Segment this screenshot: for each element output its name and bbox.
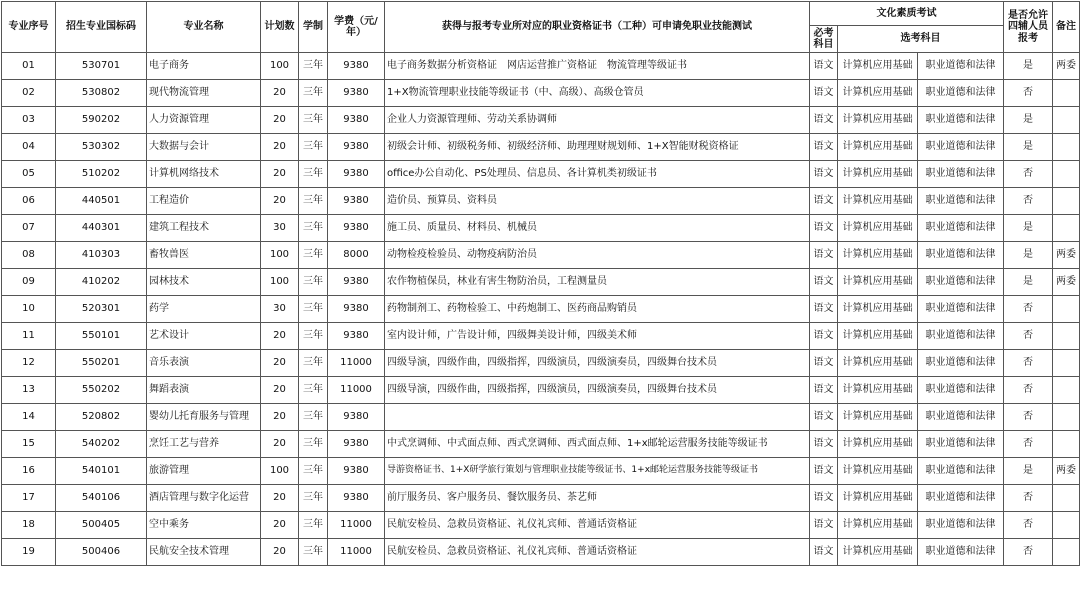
cell-remark	[1053, 404, 1080, 431]
cell-required: 语文	[810, 80, 838, 107]
cell-seq: 03	[2, 107, 56, 134]
cell-plan: 20	[261, 539, 299, 566]
table-row	[2, 296, 1080, 323]
cell-required: 语文	[810, 296, 838, 323]
cell-elective-2: 职业道德和法律	[918, 431, 1004, 458]
cell-remark	[1053, 512, 1080, 539]
cell-remark	[1053, 107, 1080, 134]
cell-required: 语文	[810, 188, 838, 215]
cell-cert: 药物制剂工、药物检验工、中药炮制工、医药商品购销员	[385, 296, 810, 323]
cell-seq: 05	[2, 161, 56, 188]
cell-name: 民航安全技术管理	[147, 539, 261, 566]
cell-plan: 20	[261, 80, 299, 107]
cell-name: 舞蹈表演	[147, 377, 261, 404]
cell-required: 语文	[810, 161, 838, 188]
table-row	[2, 512, 1080, 539]
cell-required: 语文	[810, 539, 838, 566]
cell-elective-2: 职业道德和法律	[918, 485, 1004, 512]
table-body	[2, 53, 1080, 566]
cell-remark	[1053, 485, 1080, 512]
cell-plan: 20	[261, 485, 299, 512]
table-row	[2, 53, 1080, 80]
cell-remark: 两委	[1053, 53, 1080, 80]
cell-plan: 20	[261, 512, 299, 539]
cell-seq: 12	[2, 350, 56, 377]
cell-elective-2: 职业道德和法律	[918, 539, 1004, 566]
cell-duration: 三年	[299, 539, 328, 566]
cell-name: 畜牧兽医	[147, 242, 261, 269]
cell-name: 园林技术	[147, 269, 261, 296]
cell-cert: 前厅服务员、客户服务员、餐饮服务员、茶艺师	[385, 485, 810, 512]
cell-seq: 09	[2, 269, 56, 296]
table-row	[2, 377, 1080, 404]
cell-elective-1: 计算机应用基础	[838, 134, 918, 161]
cell-seq: 14	[2, 404, 56, 431]
cell-code: 520802	[56, 404, 147, 431]
cell-name: 艺术设计	[147, 323, 261, 350]
cell-remark	[1053, 188, 1080, 215]
cell-name: 音乐表演	[147, 350, 261, 377]
cell-allow: 否	[1004, 80, 1053, 107]
cell-fee: 9380	[328, 188, 385, 215]
cell-code: 510202	[56, 161, 147, 188]
cell-remark	[1053, 215, 1080, 242]
cell-cert: 造价员、预算员、资料员	[385, 188, 810, 215]
cell-fee: 9380	[328, 323, 385, 350]
cell-duration: 三年	[299, 188, 328, 215]
header-plan: 计划数	[261, 2, 299, 53]
cell-code: 440301	[56, 215, 147, 242]
cell-plan: 20	[261, 188, 299, 215]
cell-code: 410202	[56, 269, 147, 296]
cell-plan: 100	[261, 458, 299, 485]
cell-cert: 四级导演，四级作曲，四级指挥，四级演员，四级演奏员，四级舞台技术员	[385, 350, 810, 377]
cell-duration: 三年	[299, 323, 328, 350]
cell-plan: 30	[261, 296, 299, 323]
cell-seq: 01	[2, 53, 56, 80]
cell-fee: 9380	[328, 485, 385, 512]
table-row	[2, 80, 1080, 107]
cell-fee: 11000	[328, 512, 385, 539]
cell-remark	[1053, 134, 1080, 161]
cell-seq: 16	[2, 458, 56, 485]
cell-fee: 9380	[328, 458, 385, 485]
cell-allow: 否	[1004, 404, 1053, 431]
cell-cert: 室内设计师，广告设计师，四级舞美设计师，四级美术师	[385, 323, 810, 350]
table-row	[2, 269, 1080, 296]
cell-cert: 施工员、质量员、材料员、机械员	[385, 215, 810, 242]
cell-allow: 是	[1004, 458, 1053, 485]
cell-code: 590202	[56, 107, 147, 134]
cell-plan: 20	[261, 134, 299, 161]
cell-required: 语文	[810, 53, 838, 80]
cell-required: 语文	[810, 485, 838, 512]
cell-elective-1: 计算机应用基础	[838, 485, 918, 512]
cell-seq: 17	[2, 485, 56, 512]
cell-fee: 8000	[328, 242, 385, 269]
cell-duration: 三年	[299, 404, 328, 431]
table-row	[2, 215, 1080, 242]
cell-seq: 04	[2, 134, 56, 161]
cell-code: 540202	[56, 431, 147, 458]
cell-elective-2: 职业道德和法律	[918, 215, 1004, 242]
header-fee: 学费（元/年）	[328, 2, 385, 53]
cell-allow: 是	[1004, 215, 1053, 242]
cell-seq: 08	[2, 242, 56, 269]
header-remark: 备注	[1053, 2, 1080, 53]
cell-fee: 9380	[328, 107, 385, 134]
cell-seq: 11	[2, 323, 56, 350]
cell-code: 520301	[56, 296, 147, 323]
header-code: 招生专业国标码	[56, 2, 147, 53]
cell-name: 婴幼儿托育服务与管理	[147, 404, 261, 431]
table-row	[2, 188, 1080, 215]
cell-elective-2: 职业道德和法律	[918, 188, 1004, 215]
cell-seq: 18	[2, 512, 56, 539]
cell-cert: 四级导演，四级作曲，四级指挥，四级演员，四级演奏员，四级舞台技术员	[385, 377, 810, 404]
cell-duration: 三年	[299, 269, 328, 296]
cell-allow: 否	[1004, 296, 1053, 323]
cell-code: 530302	[56, 134, 147, 161]
cell-cert	[385, 404, 810, 431]
cell-plan: 20	[261, 161, 299, 188]
cell-elective-1: 计算机应用基础	[838, 404, 918, 431]
cell-required: 语文	[810, 215, 838, 242]
table-row	[2, 458, 1080, 485]
cell-cert: 1+X物流管理职业技能等级证书（中、高级）、高级仓管员	[385, 80, 810, 107]
cell-allow: 否	[1004, 188, 1053, 215]
table-row	[2, 161, 1080, 188]
cell-fee: 9380	[328, 269, 385, 296]
cell-name: 烹饪工艺与营养	[147, 431, 261, 458]
cell-code: 550201	[56, 350, 147, 377]
cell-elective-2: 职业道德和法律	[918, 242, 1004, 269]
cell-remark: 两委	[1053, 458, 1080, 485]
cell-elective-1: 计算机应用基础	[838, 53, 918, 80]
cell-fee: 9380	[328, 53, 385, 80]
cell-elective-1: 计算机应用基础	[838, 188, 918, 215]
cell-seq: 07	[2, 215, 56, 242]
cell-duration: 三年	[299, 350, 328, 377]
cell-name: 现代物流管理	[147, 80, 261, 107]
cell-fee: 11000	[328, 350, 385, 377]
table-row	[2, 107, 1080, 134]
cell-duration: 三年	[299, 107, 328, 134]
cell-elective-2: 职业道德和法律	[918, 53, 1004, 80]
cell-elective-1: 计算机应用基础	[838, 377, 918, 404]
cell-plan: 100	[261, 269, 299, 296]
cell-name: 电子商务	[147, 53, 261, 80]
cell-required: 语文	[810, 107, 838, 134]
header-allow: 是否允许四辅人员报考	[1004, 2, 1053, 53]
cell-elective-2: 职业道德和法律	[918, 107, 1004, 134]
cell-allow: 否	[1004, 512, 1053, 539]
cell-required: 语文	[810, 350, 838, 377]
cell-elective-1: 计算机应用基础	[838, 296, 918, 323]
cell-fee: 9380	[328, 431, 385, 458]
cell-allow: 否	[1004, 485, 1053, 512]
cell-plan: 20	[261, 350, 299, 377]
cell-elective-1: 计算机应用基础	[838, 242, 918, 269]
header-culture: 文化素质考试	[810, 2, 1004, 26]
cell-remark	[1053, 323, 1080, 350]
cell-allow: 否	[1004, 431, 1053, 458]
cell-duration: 三年	[299, 134, 328, 161]
cell-allow: 是	[1004, 134, 1053, 161]
cell-required: 语文	[810, 269, 838, 296]
cell-seq: 06	[2, 188, 56, 215]
cell-elective-2: 职业道德和法律	[918, 323, 1004, 350]
cell-fee: 9380	[328, 134, 385, 161]
cell-allow: 是	[1004, 242, 1053, 269]
cell-duration: 三年	[299, 431, 328, 458]
cell-allow: 是	[1004, 269, 1053, 296]
cell-plan: 20	[261, 107, 299, 134]
cell-seq: 19	[2, 539, 56, 566]
cell-allow: 否	[1004, 539, 1053, 566]
table-row	[2, 539, 1080, 566]
cell-required: 语文	[810, 377, 838, 404]
table-row	[2, 134, 1080, 161]
cell-code: 500406	[56, 539, 147, 566]
header-elective: 选考科目	[838, 26, 1004, 53]
cell-elective-2: 职业道德和法律	[918, 404, 1004, 431]
table-row	[2, 431, 1080, 458]
cell-elective-2: 职业道德和法律	[918, 350, 1004, 377]
cell-remark	[1053, 296, 1080, 323]
cell-duration: 三年	[299, 53, 328, 80]
cell-elective-2: 职业道德和法律	[918, 458, 1004, 485]
cell-duration: 三年	[299, 242, 328, 269]
cell-remark	[1053, 377, 1080, 404]
cell-allow: 否	[1004, 350, 1053, 377]
cell-fee: 11000	[328, 539, 385, 566]
cell-required: 语文	[810, 512, 838, 539]
cell-remark	[1053, 161, 1080, 188]
header-duration: 学制	[299, 2, 328, 53]
cell-code: 550202	[56, 377, 147, 404]
cell-name: 酒店管理与数字化运营	[147, 485, 261, 512]
table-row	[2, 350, 1080, 377]
cell-code: 500405	[56, 512, 147, 539]
cell-elective-1: 计算机应用基础	[838, 458, 918, 485]
cell-cert: 企业人力资源管理师、劳动关系协调师	[385, 107, 810, 134]
cell-name: 人力资源管理	[147, 107, 261, 134]
cell-code: 540106	[56, 485, 147, 512]
header-name: 专业名称	[147, 2, 261, 53]
cell-elective-2: 职业道德和法律	[918, 134, 1004, 161]
cell-allow: 否	[1004, 323, 1053, 350]
cell-elective-1: 计算机应用基础	[838, 431, 918, 458]
cell-fee: 9380	[328, 80, 385, 107]
cell-elective-1: 计算机应用基础	[838, 269, 918, 296]
cell-cert: 动物检疫检验员、动物疫病防治员	[385, 242, 810, 269]
table-row	[2, 242, 1080, 269]
cell-plan: 100	[261, 242, 299, 269]
cell-elective-2: 职业道德和法律	[918, 377, 1004, 404]
cell-allow: 是	[1004, 53, 1053, 80]
cell-remark: 两委	[1053, 269, 1080, 296]
cell-required: 语文	[810, 323, 838, 350]
cell-code: 440501	[56, 188, 147, 215]
cell-duration: 三年	[299, 458, 328, 485]
cell-plan: 30	[261, 215, 299, 242]
table-row	[2, 404, 1080, 431]
cell-code: 410303	[56, 242, 147, 269]
cell-remark	[1053, 431, 1080, 458]
cell-fee: 9380	[328, 215, 385, 242]
cell-plan: 100	[261, 53, 299, 80]
header-seq: 专业序号	[2, 2, 56, 53]
cell-elective-1: 计算机应用基础	[838, 161, 918, 188]
cell-elective-2: 职业道德和法律	[918, 269, 1004, 296]
cell-plan: 20	[261, 431, 299, 458]
cell-fee: 9380	[328, 404, 385, 431]
cell-seq: 02	[2, 80, 56, 107]
cell-elective-2: 职业道德和法律	[918, 161, 1004, 188]
cell-name: 空中乘务	[147, 512, 261, 539]
cell-remark	[1053, 350, 1080, 377]
cell-name: 药学	[147, 296, 261, 323]
cell-code: 550101	[56, 323, 147, 350]
cell-fee: 9380	[328, 296, 385, 323]
cell-cert: 中式烹调师、中式面点师、西式烹调师、西式面点师、1+x邮轮运营服务技能等级证书	[385, 431, 810, 458]
cell-required: 语文	[810, 134, 838, 161]
cell-cert: 初级会计师、初级税务师、初级经济师、助理理财规划师、1+X智能财税资格证	[385, 134, 810, 161]
cell-name: 大数据与会计	[147, 134, 261, 161]
cell-fee: 11000	[328, 377, 385, 404]
cell-elective-2: 职业道德和法律	[918, 296, 1004, 323]
cell-remark	[1053, 80, 1080, 107]
table-row	[2, 323, 1080, 350]
cell-cert: 农作物植保员，林业有害生物防治员，工程测量员	[385, 269, 810, 296]
cell-elective-1: 计算机应用基础	[838, 539, 918, 566]
cell-fee: 9380	[328, 161, 385, 188]
cell-required: 语文	[810, 404, 838, 431]
cell-cert: 民航安检员、急救员资格证、礼仪礼宾师、普通话资格证	[385, 539, 810, 566]
cell-duration: 三年	[299, 485, 328, 512]
cell-name: 建筑工程技术	[147, 215, 261, 242]
cell-required: 语文	[810, 242, 838, 269]
cell-seq: 13	[2, 377, 56, 404]
cell-elective-2: 职业道德和法律	[918, 80, 1004, 107]
cell-code: 540101	[56, 458, 147, 485]
cell-elective-2: 职业道德和法律	[918, 512, 1004, 539]
cell-plan: 20	[261, 323, 299, 350]
cell-allow: 否	[1004, 161, 1053, 188]
cell-duration: 三年	[299, 512, 328, 539]
header-required: 必考科目	[810, 26, 838, 53]
cell-duration: 三年	[299, 161, 328, 188]
cell-remark	[1053, 539, 1080, 566]
cell-duration: 三年	[299, 80, 328, 107]
cell-required: 语文	[810, 458, 838, 485]
cell-plan: 20	[261, 377, 299, 404]
cell-name: 旅游管理	[147, 458, 261, 485]
enrollment-table	[1, 1, 1080, 566]
header-cert: 获得与报考专业所对应的职业资格证书（工种）可申请免职业技能测试	[385, 2, 810, 53]
table-row	[2, 485, 1080, 512]
cell-elective-1: 计算机应用基础	[838, 323, 918, 350]
cell-cert: 导游资格证书、1+X研学旅行策划与管理职业技能等级证书、1+x邮轮运营服务技能等级证书	[385, 458, 810, 485]
cell-seq: 15	[2, 431, 56, 458]
cell-elective-1: 计算机应用基础	[838, 512, 918, 539]
cell-code: 530802	[56, 80, 147, 107]
cell-cert: 民航安检员、急救员资格证、礼仪礼宾师、普通话资格证	[385, 512, 810, 539]
cell-elective-1: 计算机应用基础	[838, 215, 918, 242]
cell-cert: 电子商务数据分析资格证 网店运营推广资格证 物流管理等级证书	[385, 53, 810, 80]
cell-elective-1: 计算机应用基础	[838, 107, 918, 134]
cell-name: 计算机网络技术	[147, 161, 261, 188]
cell-elective-1: 计算机应用基础	[838, 80, 918, 107]
cell-duration: 三年	[299, 377, 328, 404]
cell-duration: 三年	[299, 296, 328, 323]
cell-seq: 10	[2, 296, 56, 323]
cell-cert: office办公自动化、PS处理员、信息员、各计算机类初级证书	[385, 161, 810, 188]
cell-elective-1: 计算机应用基础	[838, 350, 918, 377]
cell-name: 工程造价	[147, 188, 261, 215]
cell-code: 530701	[56, 53, 147, 80]
cell-required: 语文	[810, 431, 838, 458]
cell-plan: 20	[261, 404, 299, 431]
cell-allow: 是	[1004, 107, 1053, 134]
cell-allow: 否	[1004, 377, 1053, 404]
cell-duration: 三年	[299, 215, 328, 242]
cell-remark: 两委	[1053, 242, 1080, 269]
